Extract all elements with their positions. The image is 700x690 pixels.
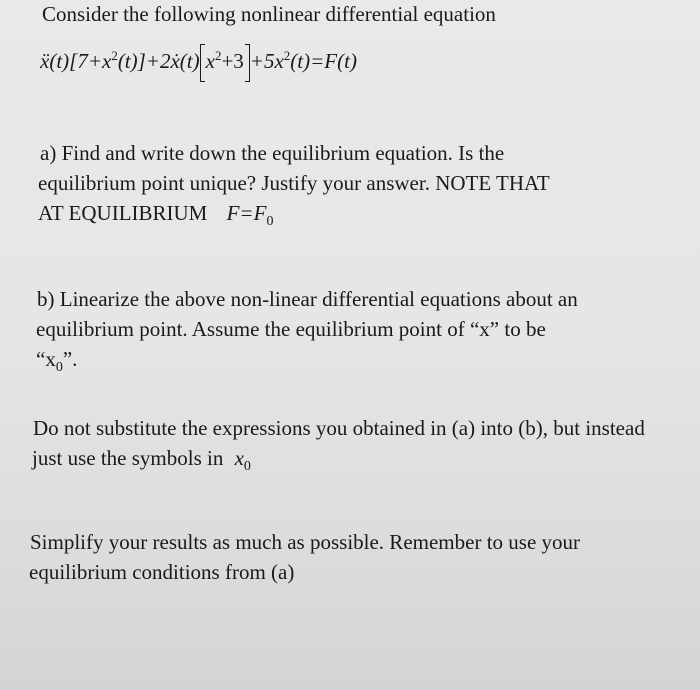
intro-text: Consider the following nonlinear differential equation (42, 2, 496, 26)
x0-symbol: $x_0$ (234, 446, 251, 475)
equilibrium-force-expression: $F=F_0$ (226, 201, 274, 230)
bracket-term: $x^2+3$ (200, 48, 250, 74)
differential-equation: $ẍ(t)[7+x^2(t)]+2ẋ(t)$ $x^2+3 +5x^2(t)=F(t)$ (40, 48, 357, 73)
